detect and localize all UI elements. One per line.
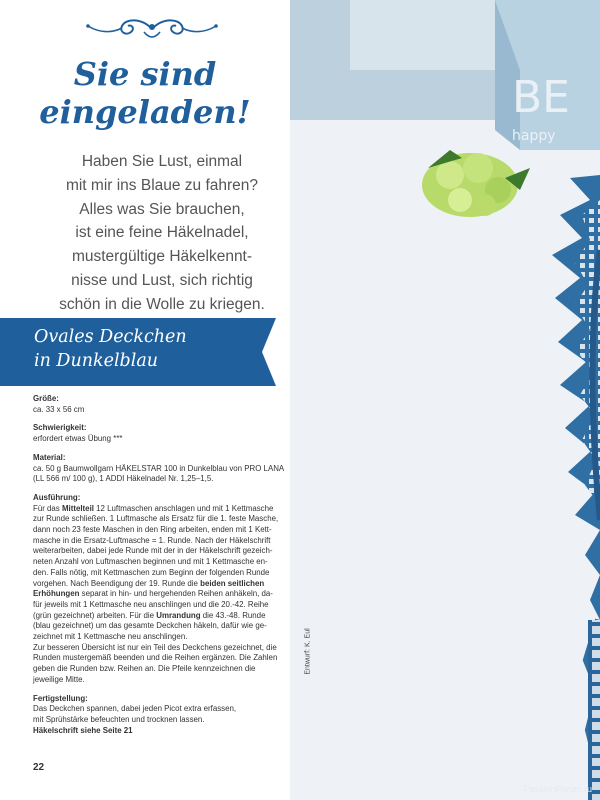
execution-line: neten Anzahl von Luftmaschen beginnen und mit 1 Kettmasche en- [33, 557, 268, 567]
intro-line: mit mir ins Blaue zu fahren? [65, 176, 259, 194]
execution-line: Zur besseren Übersicht ist nur ein Teil des Deckchens gezeichnet, die [33, 642, 277, 652]
execution-line: zeichnet mit 1 Kettmasche neu anschlingen. [33, 632, 188, 642]
difficulty-section [33, 423, 277, 444]
bold-term: beiden seitlichen [200, 578, 265, 588]
size-section [33, 394, 277, 415]
size-value: ca. 33 x 56 cm [33, 404, 85, 414]
watermark: PassionForum.ru [523, 784, 592, 794]
title-line-1: Sie sind [73, 55, 217, 93]
page-number: 22 [33, 762, 45, 773]
execution-line: Runden mustergemäß beenden und die Reihen ergänzen. Die Zahlen [33, 653, 278, 663]
sign-letters: BE [512, 72, 570, 123]
text-run: Für das [33, 503, 62, 513]
text-run: (grün gezeichnet) arbeiten. Für die [33, 610, 157, 620]
execution-line: geben die Runden bzw. Reihen an. Die Pfeile kennzeichnen die [33, 664, 256, 674]
intro-line: ist eine feine Häkelnadel, [75, 224, 249, 242]
flourish-ornament-icon [82, 14, 222, 44]
material-line: ca. 50 g Baumwollgarn HÄKELSTAR 100 in Dunkelblau von PRO LANA [33, 463, 285, 473]
difficulty-label: Schwierigkeit: [33, 423, 87, 433]
instructions [33, 394, 285, 744]
finishing-line: mit Sprühstärke befeuchten und trocknen lassen. [33, 714, 205, 724]
designer-credit: Entwurf: K. Eul [304, 628, 312, 675]
material-section [33, 452, 285, 485]
finishing-section [33, 694, 277, 737]
section-banner [0, 318, 290, 386]
execution-line: für jeweils mit 1 Kettmasche neu anschlingen und die 20.-42. Reihe [33, 599, 269, 609]
execution-section [33, 493, 277, 686]
banner-line-1: Ovales Deckchen [34, 327, 187, 347]
execution-line: den. Falls nötig, mit Kettmaschen zum Beginn der folgenden Runde [33, 567, 270, 577]
intro-line: nisse und Lust, sich richtig [71, 271, 253, 289]
execution-line: weiterarbeiten, dabei jede Runde mit der in der Häkelschrift gezeich- [33, 546, 273, 556]
text-run: separat in hin- und hergehenden Reihen anhäkeln, da- [79, 589, 273, 599]
execution-line: dann noch 23 feste Maschen in den Ring arbeiten, enden mit 1 Kett- [33, 525, 272, 535]
material-label: Material: [33, 452, 66, 462]
bold-term: Erhöhungen [33, 589, 80, 599]
finishing-label: Fertigstellung: [33, 693, 88, 703]
execution-label: Ausführung: [33, 492, 81, 502]
intro-line: Haben Sie Lust, einmal [81, 153, 243, 170]
sign-letters: happy [512, 128, 556, 144]
execution-line: zur Runde schließen. 1 Luftmasche als Ersatz für die 1. feste Masche, [33, 514, 279, 524]
finishing-line: Das Deckchen spannen, dabei jeden Picot extra erfassen, [33, 704, 237, 714]
intro-line: mustergültige Häkelkennt- [71, 248, 253, 266]
banner-line-2: in Dunkelblau [34, 351, 159, 371]
material-line: (LL 566 m/ 100 g), 1 ADDI Häkelnadel Nr. 1,25–1,5. [33, 474, 214, 484]
execution-line [33, 589, 277, 600]
execution-line [33, 504, 277, 515]
text-run: 12 Luftmaschen anschlagen und mit 1 Kettmasche [93, 503, 274, 513]
page-title [0, 55, 290, 131]
intro-line: schön in die Wolle zu kriegen. [59, 295, 265, 313]
article-column [0, 0, 290, 800]
execution-line: masche in die Ersatz-Luftmasche = 1. Runde. Nach der Häkelschrift [33, 535, 271, 545]
difficulty-value: erfordert etwas Übung *** [33, 434, 123, 444]
size-label: Größe: [33, 394, 59, 403]
execution-line [33, 611, 277, 622]
text-run: die 43.-48. Runde [200, 610, 266, 620]
text-run: vorgehen. Nach Beendigung der 19. Runde die [33, 578, 201, 588]
execution-line: (blau gezeichnet) um das gesamte Deckchen häkeln, dafür wie ge- [33, 621, 267, 631]
bold-term: Mittelteil [61, 503, 94, 513]
bold-term: Umrandung [156, 610, 201, 620]
chart-reference: Häkelschrift siehe Seite 21 [33, 725, 133, 735]
execution-line [33, 579, 277, 590]
crochet-doily-image [290, 0, 600, 800]
execution-line: jeweilige Mitte. [33, 674, 85, 684]
title-line-2: eingeladen! [39, 93, 251, 131]
intro-paragraph [32, 150, 292, 317]
doily-photo [290, 0, 600, 800]
intro-line: Alles was Sie brauchen, [79, 200, 245, 218]
